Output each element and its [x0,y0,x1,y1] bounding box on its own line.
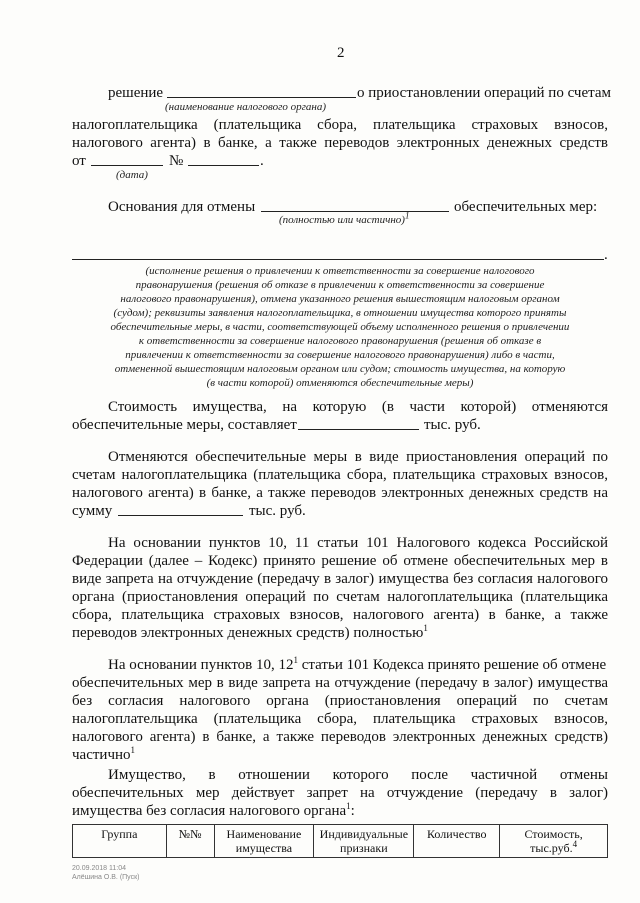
paragraph-line: Отменяются обеспечительные меры в виде приостановления операций по [108,449,608,465]
footer-stamp: 20.09.2018 11:04 Алёшина О.В. (Пуск) [72,865,140,881]
paragraph-line: переводов электронных денежных средств) полностью$^1$ [72,623,428,641]
measures-label: обеспечительных мер: [454,199,598,215]
period: . [604,247,608,263]
paragraph-line: обеспечительных мер в виде запрета на отчуждение (передачу в залог) имущества [72,675,608,691]
tax-authority-field[interactable] [167,97,356,98]
property-table [72,824,608,858]
grounds-detail-caption: (исполнение решения о привлечении к ответственности за совершение налогового правонарушения (решения об отказе в привлечении к ответственности за совершение налогового правонарушения), отмена указанного решения вышестоящим налоговым органом (судом); реквизиты заявления налогоплательщика, в отношении имущества которого приняты обеспечительные меры, в части, соответствующей объему исполненного решения о привлечении к ответственности за совершение налогового правонарушения (решения об отказе в привлечении к ответственности за совершение налогового правонарушения) либо в части, отмененной вышестоящим налоговым органом или судом; стоимость имущества, на которую (в части которой) отменяются обеспечительные меры) [110,265,570,389]
paragraph-line: налогового агента) в банке, а также переводов электронных денежных средств) [72,729,608,745]
currency-unit: тыс. руб. [424,417,481,433]
suspension-text: о приостановлении операций по счетам [357,85,612,101]
column-header-property-name: Наименование имущества [214,825,314,858]
column-header-group: Группа [73,825,167,858]
paragraph-line: Имущество, в отношении которого после частичной отмены [108,767,608,783]
paragraph-line: На основании пунктов 10, 11 статьи 101 Налогового кодекса Российской [108,535,608,551]
paragraph-line: Федерации (далее – Кодекс) принято решение об отмене обеспечительных мер в [72,553,608,569]
period: . [260,153,264,169]
table-header-row [73,825,608,858]
paragraph-line: На основании пунктов 10, $12^1$ статьи 101 Кодекса принято решение об отмене [108,655,607,673]
sum-field[interactable] [118,515,243,516]
date-from-label: от [72,153,86,169]
number-field[interactable] [188,165,259,166]
column-header-features: Индивидуальные признаки [314,825,414,858]
paragraph-line: виде запрета на отчуждение (передачу в залог) имущества без согласия налогового [72,571,608,587]
number-sign: № [169,153,184,169]
paragraph-line: Стоимость имущества, на которую (в части которой) отменяются [108,399,608,415]
paragraph-line: налогового агента) в банке, а также переводов электронных денежных средств на [72,485,608,501]
grounds-detail-field[interactable] [72,259,604,260]
sum-label: сумму [72,503,113,519]
date-field[interactable] [91,165,163,166]
decision-label: решение [108,85,164,101]
grounds-field[interactable] [261,211,449,212]
currency-unit: тыс. руб. [249,503,306,519]
paragraph-line: имущества без согласия налогового органа$^1$: [72,801,355,819]
paragraph-line: налогоплательщика (плательщика сбора, плательщика страховых взносов, [72,711,608,727]
paragraph-line: налогового агента) в банке, а также переводов электронных денежных средств [72,135,608,151]
paragraph-line: без согласия налогового органа (приостановления операций по счетам [72,693,608,709]
property-value-label: обеспечительные меры, составляет [72,417,297,433]
tax-authority-caption: (наименование налогового органа) [165,101,327,113]
paragraph-line: частично$^1$ [72,745,136,763]
paragraph-line: счетам налогоплательщика (плательщика сбора, плательщика страховых взносов, [72,467,608,483]
grounds-caption: (полностью или частично)$^1$ [279,210,410,226]
paragraph-line: сбора, плательщика страховых взносов, налогового агента) в банке, а также [72,607,608,623]
column-header-quantity: Количество [414,825,500,858]
page-number: 2 [337,45,345,61]
grounds-label: Основания для отмены [108,199,256,215]
column-header-number: №№ [166,825,214,858]
paragraph-line: обеспечительных мер действует запрет на отчуждение (передачу в залог) [72,785,608,801]
property-value-field[interactable] [298,429,419,430]
date-caption: (дата) [116,169,148,181]
paragraph-line: органа (приостановления операций по счетам налогоплательщика (плательщика [72,589,608,605]
column-header-value: Стоимость, тыс.руб.$^4$ [500,825,608,858]
paragraph-line: налогоплательщика (плательщика сбора, плательщика страховых взносов, [72,117,608,133]
